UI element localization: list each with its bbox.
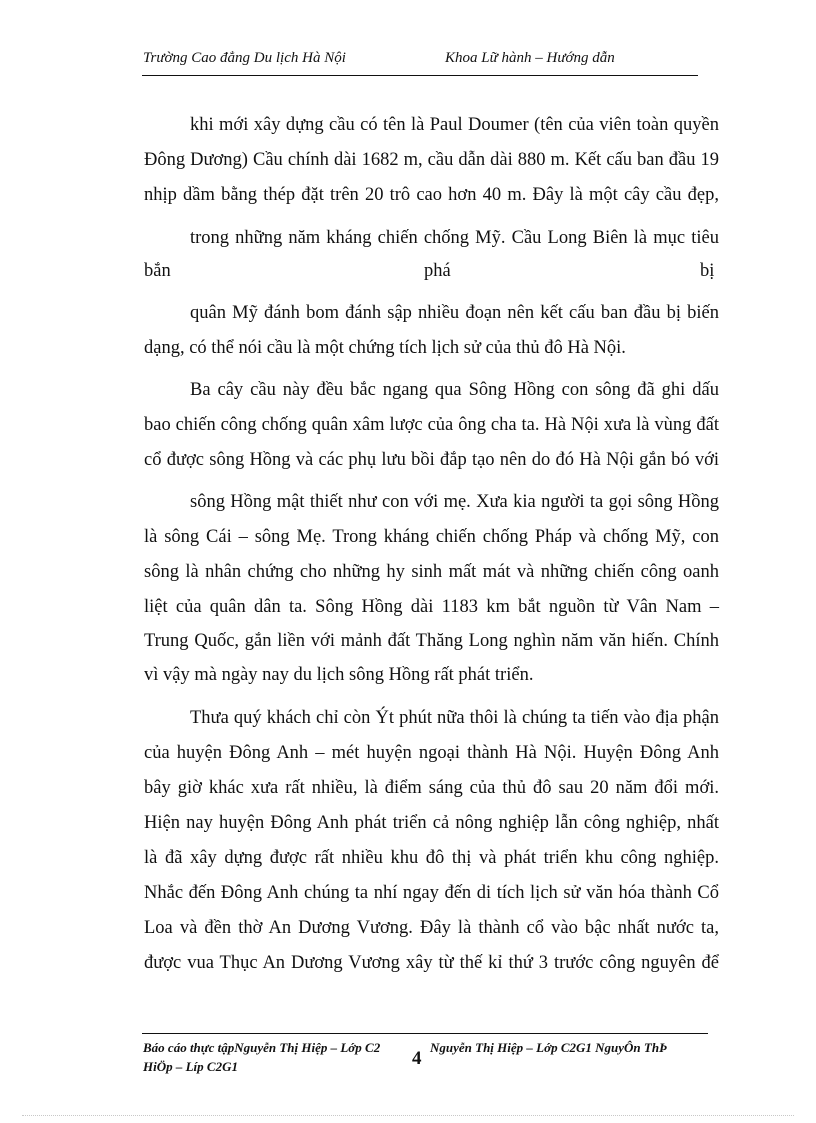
text-line: Ba cây cầu này đều bắc ngang qua Sông Hồng con sông đã ghi dấu bbox=[190, 380, 719, 400]
text-word: bị bbox=[700, 261, 715, 281]
footer-author-continued: HiÖp – Líp C2G1 bbox=[143, 1059, 238, 1074]
text-line: bao chiến công chống quân xâm lược của ông cha ta. Hà Nội xưa là vùng đất bbox=[144, 415, 719, 435]
page-number: 4 bbox=[412, 1048, 422, 1069]
header-divider bbox=[142, 75, 698, 76]
text-line: Đông Dương) Cầu chính dài 1682 m, cầu dẫn dài 880 m. Kết cấu ban đầu 19 bbox=[144, 150, 719, 170]
text-line: cổ được sông Hồng và các phụ lưu bồi đắp tạo nên do đó Hà Nội gắn bó với bbox=[144, 450, 719, 470]
text-line: là sông Cái – sông Mẹ. Trong kháng chiến chống Pháp và chống Mỹ, con bbox=[144, 527, 719, 547]
page-edge-line bbox=[22, 1115, 794, 1116]
text-line: của huyện Đông Anh – mét huyện ngoại thành Hà Nội. Huyện Đông Anh bbox=[144, 743, 719, 763]
text-line: nhịp dầm bằng thép đặt trên 20 trô cao hơn 40 m. Đây là một cây cầu đẹp, bbox=[144, 185, 719, 205]
text-line: trong những năm kháng chiến chống Mỹ. Cầu Long Biên là mục tiêu bbox=[190, 228, 719, 248]
footer-author-line: Nguyễn Thị Hiệp – Lớp C2G1 NguyÔn ThÞ bbox=[430, 1040, 668, 1055]
text-line: Loa và đền thờ An Dương Vương. Đây là thành cổ vào bậc nhất nước ta, bbox=[144, 918, 719, 938]
text-line: Thưa quý khách chỉ còn Ýt phút nữa thôi là chúng ta tiến vào địa phận bbox=[190, 708, 719, 728]
text-line: sông là nhân chứng cho những hy sinh mất mát và những chiến công oanh bbox=[144, 562, 719, 582]
text-word: bắn bbox=[144, 261, 171, 281]
text-line: bây giờ khác xưa rất nhiều, là điểm sáng của thủ đô sau 20 năm đổi mới. bbox=[144, 778, 719, 798]
text-line: Hiện nay huyện Đông Anh phát triển cả nông nghiệp lẫn công nghiệp, nhất bbox=[144, 813, 719, 833]
header-faculty-name: Khoa Lữ hành – Hướng dẫn bbox=[445, 50, 615, 66]
text-line: khi mới xây dựng cầu có tên là Paul Doumer (tên của viên toàn quyền bbox=[190, 115, 719, 135]
footer-report-label: Báo cáo thực tậpNguyễn Thị Hiệp – Lớp C2 bbox=[143, 1040, 381, 1055]
text-line: quân Mỹ đánh bom đánh sập nhiều đoạn nên kết cấu ban đầu bị biến bbox=[190, 303, 719, 323]
text-line: dạng, có thể nói cầu là một chứng tích lịch sử của thủ đô Hà Nội. bbox=[144, 338, 626, 358]
text-line: liệt của quân dân ta. Sông Hồng dài 1183 km bắt nguồn từ Vân Nam – bbox=[144, 597, 719, 617]
text-word: phá bbox=[424, 261, 451, 281]
text-line: là đã xây dựng được rất nhiều khu đô thị và phát triển khu công nghiệp. bbox=[144, 848, 719, 868]
text-line: sông Hồng mật thiết như con với mẹ. Xưa kia người ta gọi sông Hồng bbox=[190, 492, 719, 512]
text-line: Nhắc đến Đông Anh chúng ta nhí ngay đến di tích lịch sử văn hóa thành Cổ bbox=[144, 883, 719, 903]
footer-divider bbox=[142, 1033, 708, 1034]
text-line: vì vậy mà ngày nay du lịch sông Hồng rất phát triển. bbox=[144, 665, 534, 685]
text-line: Trung Quốc, gắn liền với mảnh đất Thăng Long nghìn năm văn hiến. Chính bbox=[144, 631, 719, 651]
text-line: được vua Thục An Dương Vương xây từ thế kỉ thứ 3 trước công nguyên để bbox=[144, 953, 719, 973]
header-school-name: Trường Cao đẳng Du lịch Hà Nội bbox=[143, 50, 346, 66]
